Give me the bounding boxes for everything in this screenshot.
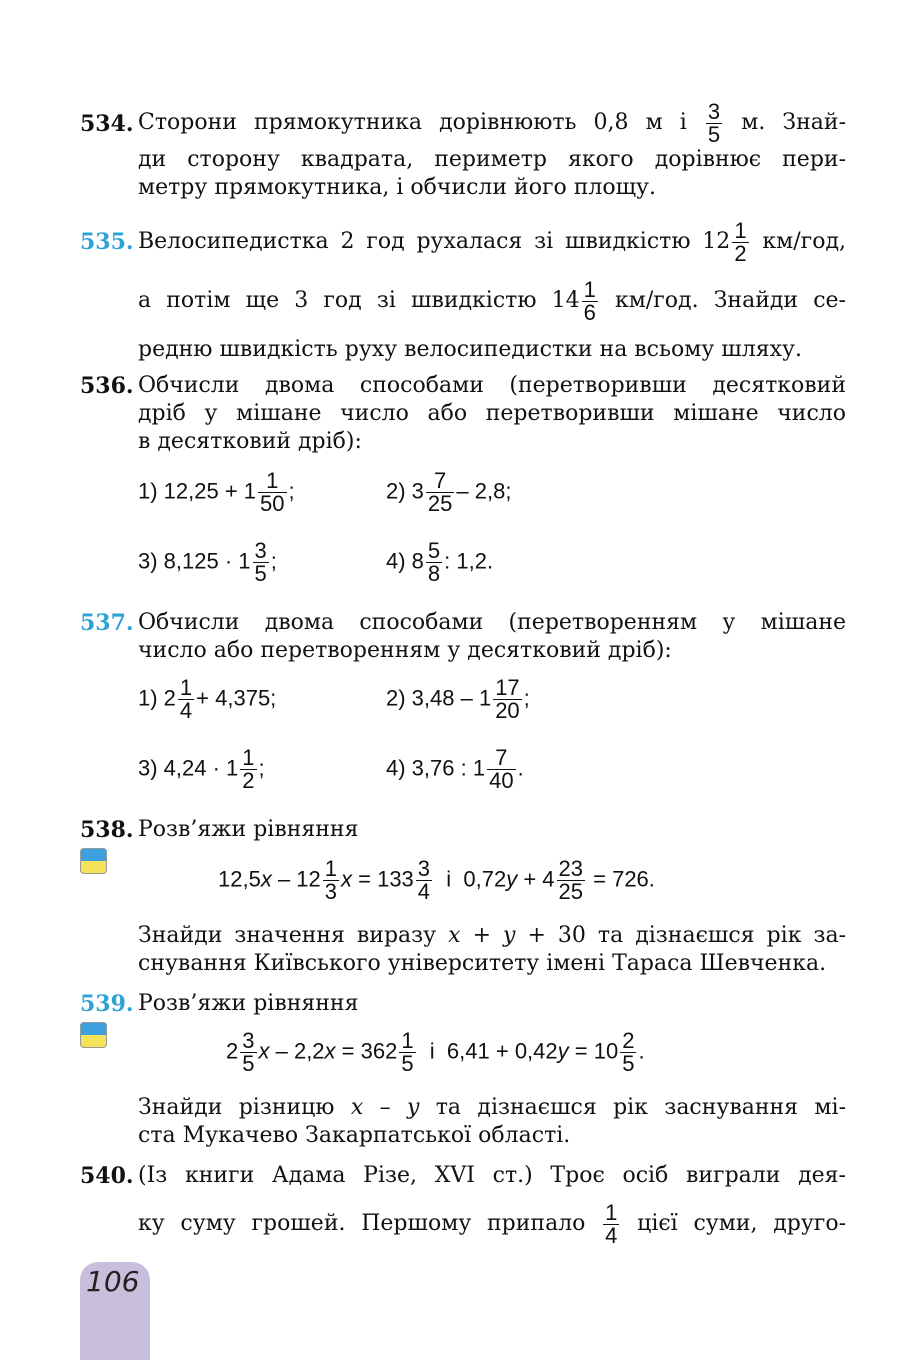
equation-539: 2 $\frac{3}{5}$ x – 2,2x = 362 $\frac{1}{5}$ і 6,41 + 0,42y = 10 $\frac{2}{5}$ . (226, 1028, 645, 1076)
problem-number: 534. (80, 111, 134, 137)
problem-line: метру прямокутника, і обчисли його площу. (138, 175, 656, 200)
problem-538-text (80, 922, 846, 978)
problem-line: дріб у мішане число або перетворивши мішане число (138, 401, 846, 426)
problem-538 (80, 816, 846, 844)
problem-537 (80, 609, 846, 665)
ukraine-flag-icon (80, 1022, 107, 1048)
fraction: $\frac{1}{6}$ (583, 276, 596, 325)
problem-line: в десятковий дріб): (138, 429, 362, 454)
problem-534 (80, 96, 846, 202)
page-number: 106 (86, 1265, 140, 1298)
problem-line: Знайди значення виразу x + y + 30 та дізнаєшся рік за- (138, 923, 846, 948)
task-536-1: 1) 12,25 + 1 $\frac{1}{50}$ ; (138, 468, 295, 516)
problem-title: Розв’яжи рівняння (138, 991, 359, 1016)
task-537-1: 1) 2 $\frac{1}{4}$ + 4,375; (138, 675, 277, 723)
task-537-4: 4) 3,76 : 1 $\frac{7}{40}$ . (386, 745, 524, 793)
problem-title: Розв’яжи рівняння (138, 817, 359, 842)
fraction: $\frac{3}{5}$ (707, 98, 721, 147)
problem-line: ста Мукачево Закарпатської області. (138, 1123, 571, 1148)
problem-line: ку суму грошей. Першому припало $\frac{1}{4}$ цієї суми, друго- (138, 1199, 847, 1248)
problem-line: а потім ще 3 год зі швидкістю 14 $\frac{1}{6}$ км/год. Знайди се- (138, 276, 846, 325)
problem-number: 536. (80, 373, 134, 399)
task-536-4: 4) 8 $\frac{5}{8}$ : 1,2. (386, 538, 494, 586)
problem-540 (80, 1162, 846, 1250)
task-536-2: 2) 3 $\frac{7}{25}$ – 2,8; (386, 468, 512, 516)
fraction: $\frac{1}{4}$ (605, 1199, 618, 1248)
problem-line: Знайди різницю x – y та дізнаєшся рік заснування мі- (138, 1095, 846, 1120)
problem-line: Обчисли двома способами (перетворивши десятковий (138, 373, 846, 398)
problem-number: 535. (80, 229, 134, 255)
fraction: $\frac{1}{2}$ (734, 217, 747, 266)
problem-line: Сторони прямокутника дорівнюють 0,8 м і $\frac{3}{5}$ м. Знай- (138, 98, 847, 147)
task-537-2: 2) 3,48 – 1 $\frac{17}{20}$ ; (386, 675, 530, 723)
problem-line: (Із книги Адама Різе, XVI ст.) Троє осіб виграли дея- (138, 1163, 846, 1188)
problem-line: редню швидкість руху велосипедистки на всьому шляху. (138, 337, 802, 362)
problem-line: Обчисли двома способами (перетворенням у мішане (138, 610, 846, 635)
ukraine-flag-icon (80, 848, 107, 874)
task-537-3: 3) 4,24 · 1 $\frac{1}{2}$ ; (138, 745, 265, 793)
problem-number: 539. (80, 991, 134, 1017)
equation-538: 12,5x – 12 $\frac{1}{3}$ x = 133 $\frac{3}{4}$ і 0,72y + 4 $\frac{23}{25}$ = 726. (218, 856, 655, 904)
problem-539-text (80, 1094, 846, 1150)
task-536-3: 3) 8,125 · 1 $\frac{3}{5}$ ; (138, 538, 277, 586)
problem-535 (80, 214, 846, 370)
problem-539 (80, 990, 846, 1018)
problem-line: Велосипедистка 2 год рухалася зі швидкістю 12 $\frac{1}{2}$ км/год, (138, 217, 846, 266)
problem-line: ди сторону квадрата, периметр якого дорівнює пери- (138, 147, 846, 172)
problem-line: число або перетворенням у десятковий дріб): (138, 638, 672, 663)
problem-536 (80, 372, 846, 456)
problem-number: 538. (80, 817, 134, 843)
problem-number: 540. (80, 1163, 134, 1189)
problem-number: 537. (80, 610, 134, 636)
problem-line: снування Київського університету імені Тараса Шевченка. (138, 951, 827, 976)
